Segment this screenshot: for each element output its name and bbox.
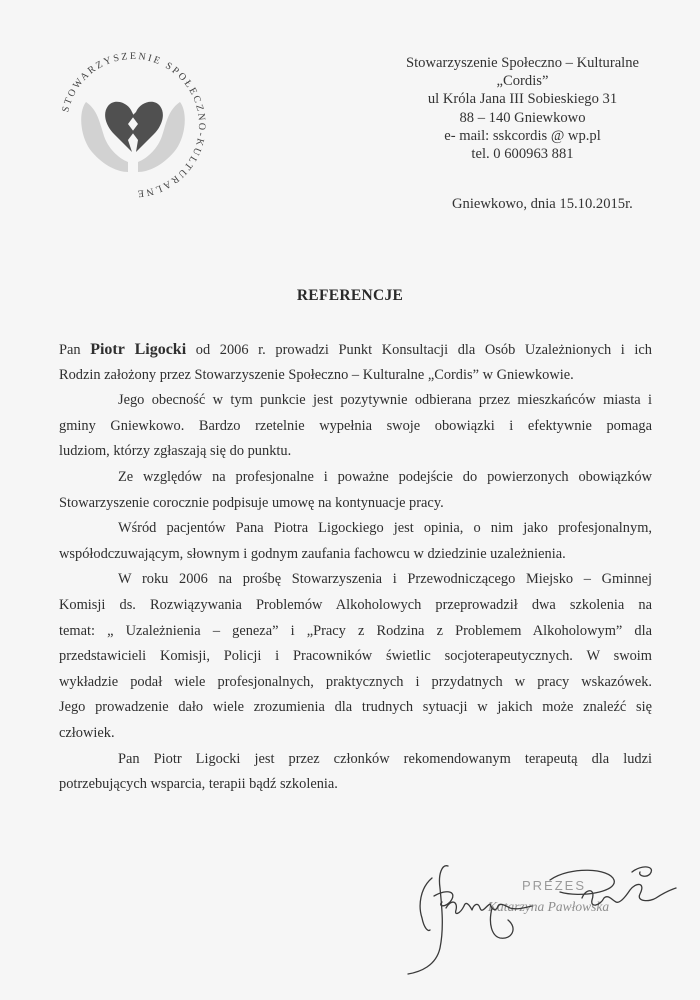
body-text: od 2006 r. prowadzi Punkt Konsultacji dla Osób Uzależnionych i ich: [186, 342, 653, 358]
person-name: Piotr Ligocki: [90, 341, 187, 358]
body-line: człowiek.: [59, 724, 115, 741]
organization-header: [370, 54, 675, 163]
org-phone: tel. 0 600963 881: [471, 146, 574, 163]
body-line: Stowarzyszenie corocznie podpisuje umowę na kontynuacje pracy.: [59, 494, 444, 511]
hands-icon: [81, 102, 185, 172]
body-line: wykładzie podał wiele profesjonalnych, praktycznych i przydatnych w pracy wskazówek.: [59, 673, 652, 690]
body-line: przedstawicieli Komisji, Policji i Pracowników świetlic socjoterapeutycznych. W swoim: [59, 648, 652, 665]
body-line: Rodzin założony przez Stowarzyszenie Społeczno – Kulturalne „Cordis” w Gniewkowie.: [59, 366, 574, 383]
body-line: Jego prowadzenie dało wiele zrozumienia dla trudnych sytuacji w jakich może znaleźć się: [59, 699, 652, 716]
letter-body: [59, 337, 652, 798]
letter-title: REFERENCJE: [296, 287, 404, 304]
org-email: e- mail: sskcordis @ wp.pl: [444, 127, 601, 144]
org-short-name: „Cordis”: [496, 73, 549, 90]
handwritten-signature: [400, 858, 690, 978]
cordis-logo: [48, 40, 218, 210]
body-line: temat: „ Uzależnienia – geneza” i „Pracy z Rodzina z Problemem Alkoholowym” dla: [59, 622, 652, 639]
body-line: potrzebujących wsparcia, terapii bądź szkolenia.: [59, 776, 338, 793]
body-line: Ze względów na profesjonalne i poważne podejście do powierzonych obowiązków: [118, 468, 652, 485]
stamp-role: PREZES: [522, 878, 587, 893]
body-line: Jego obecność w tym punkcie jest pozytywnie odbierana przez mieszkańców miasta i: [118, 392, 652, 409]
body-line: Komisji ds. Rozwiązywania Problemów Alkoholowych przeprowadził dwa szkolenia na: [59, 596, 652, 613]
body-line: ludziom, którzy zgłaszają się do punktu.: [59, 443, 292, 460]
stamp-name: Katarzyna Pawłowska: [488, 899, 610, 914]
org-street: ul Króla Jana III Sobieskiego 31: [427, 91, 618, 108]
body-line: Pan Piotr Ligocki jest przez członków rekomendowanym terapeutą dla ludzi: [118, 750, 652, 767]
body-line: [59, 337, 652, 363]
org-name: Stowarzyszenie Społeczno – Kulturalne: [405, 55, 640, 71]
body-text: Pan: [59, 342, 91, 358]
logo-ring-text: STOWARZYSZENIE SPOŁECZNO-KULTURALNE: [60, 50, 208, 200]
body-line: W roku 2006 na prośbę Stowarzyszenia i Przewodniczącego Miejsko – Gminnej: [118, 571, 652, 588]
body-line: współodczuwającym, słownym i godnym zaufania fachowcu w dziedzinie uzależnienia.: [59, 545, 566, 562]
body-line: gminy Gniewkowo. Bardzo rzetelnie wypełnia swoje obowiązki i efektywnie pomaga: [59, 417, 652, 434]
letter-date: Gniewkowo, dnia 15.10.2015r.: [452, 196, 633, 212]
org-postal-city: 88 – 140 Gniewkowo: [459, 109, 586, 126]
body-line: Wśród pacjentów Pana Piotra Ligockiego jest opinia, o nim jako profesjonalnym,: [118, 520, 652, 537]
broken-heart-icon: [105, 102, 163, 152]
